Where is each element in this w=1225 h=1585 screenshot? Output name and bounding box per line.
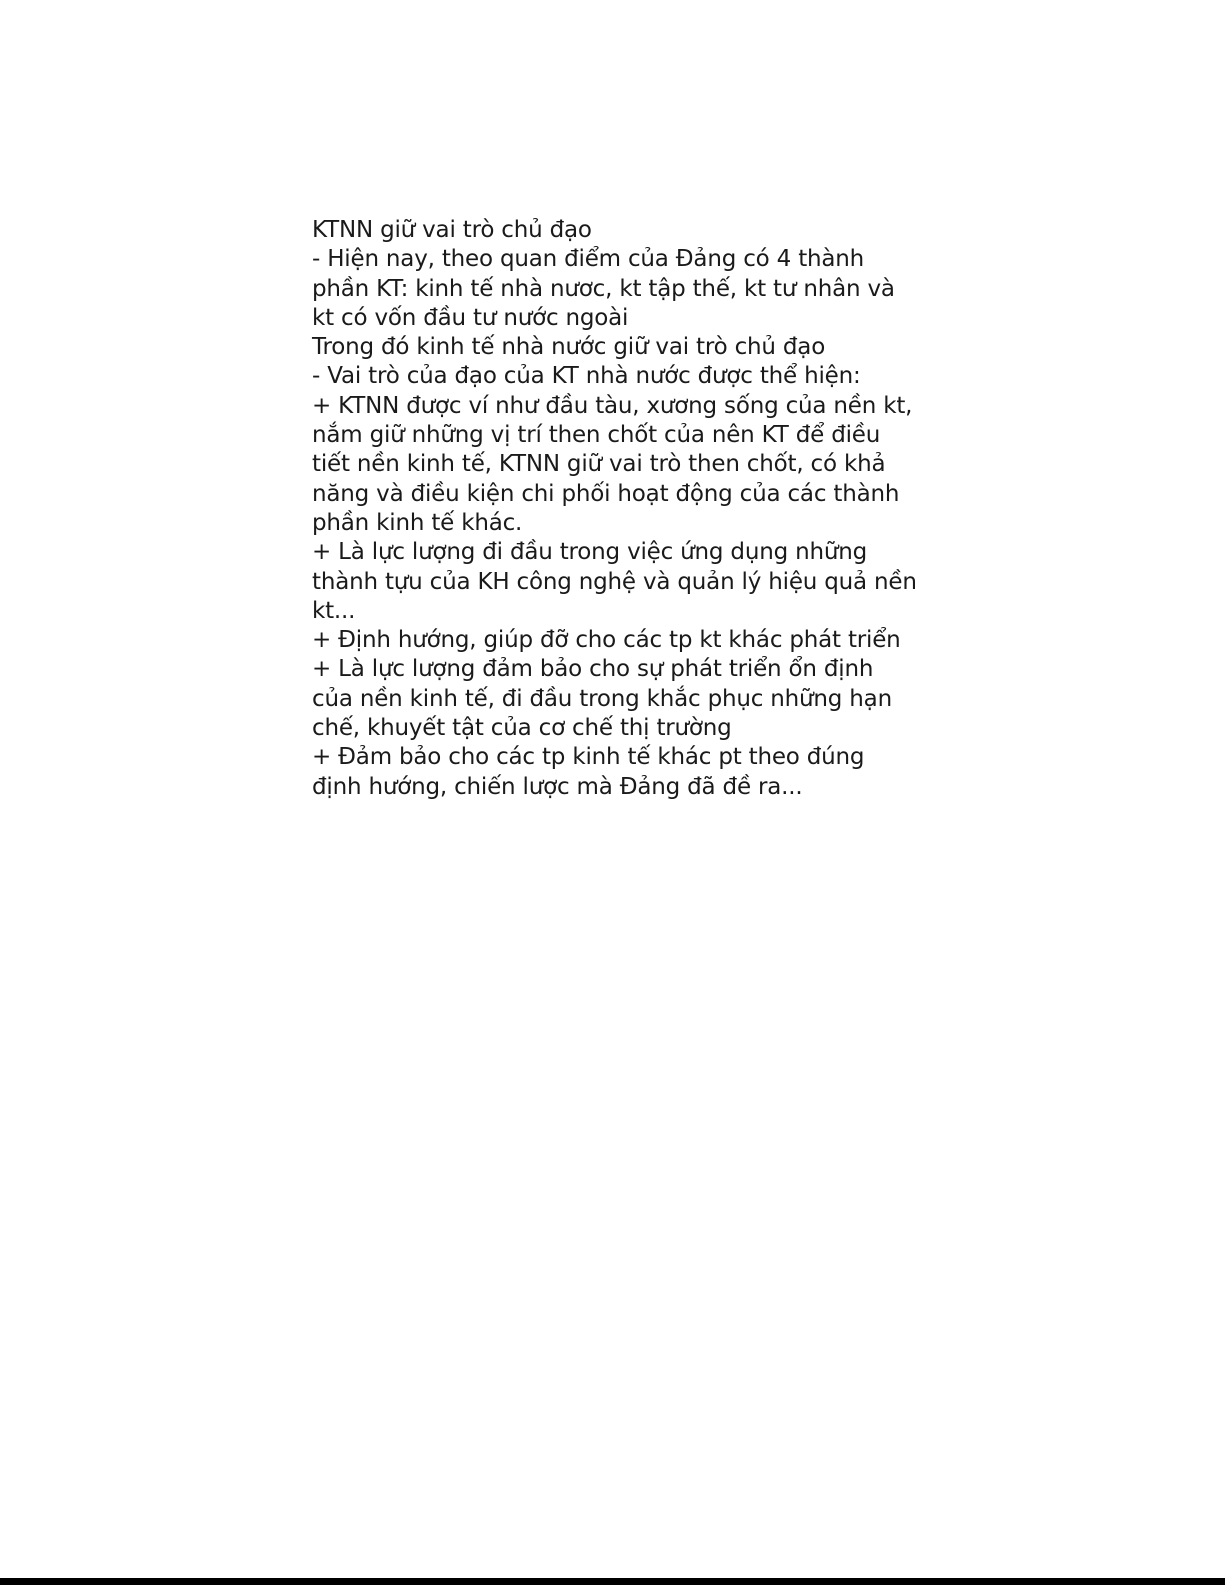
note-line: + Định hướng, giúp đỡ cho các tp kt khác phát triển (312, 627, 901, 654)
note-line: định hướng, chiến lược mà Đảng đã đề ra... (312, 773, 803, 800)
note-line: chế, khuyết tật của cơ chế thị trường (312, 715, 732, 742)
note-heading: KTNN giữ vai trò chủ đạo (312, 217, 592, 243)
note-line: kt có vốn đầu tư nước ngoài (312, 304, 629, 331)
note-line: - Hiện nay, theo quan điểm của Đảng có 4 thành (312, 246, 865, 273)
note-line: thành tựu của KH công nghệ và quản lý hiệu quả nền (312, 568, 917, 595)
note-line: + KTNN được ví như đầu tàu, xương sống của nền kt, (312, 392, 913, 419)
note-line: + Là lực lượng đảm bảo cho sự phát triển ổn định (312, 656, 874, 683)
note-line: tiết nền kinh tế, KTNN giữ vai trò then chốt, có khả (312, 451, 886, 478)
note-line: Trong đó kinh tế nhà nước giữ vai trò chủ đạo (312, 334, 826, 361)
note-line: nắm giữ những vị trí then chốt của nên KT để điều (312, 422, 881, 449)
note-line: phần KT: kinh tế nhà nươc, kt tập thế, kt tư nhân và (312, 275, 895, 302)
note-line: - Vai trò của đạo của KT nhà nước được thể hiện: (312, 363, 861, 390)
note-text-block (312, 216, 917, 802)
note-line: phần kinh tế khác. (312, 509, 523, 536)
note-line: + Là lực lượng đi đầu trong việc ứng dụng những (312, 539, 868, 566)
note-line: + Đảm bảo cho các tp kinh tế khác pt theo đúng (312, 744, 865, 771)
note-line: của nền kinh tế, đi đầu trong khắc phục những hạn (312, 685, 892, 712)
note-line: kt... (312, 597, 356, 624)
bottom-border (0, 1578, 1225, 1585)
note-line: năng và điều kiện chi phối hoạt động của các thành (312, 480, 900, 507)
